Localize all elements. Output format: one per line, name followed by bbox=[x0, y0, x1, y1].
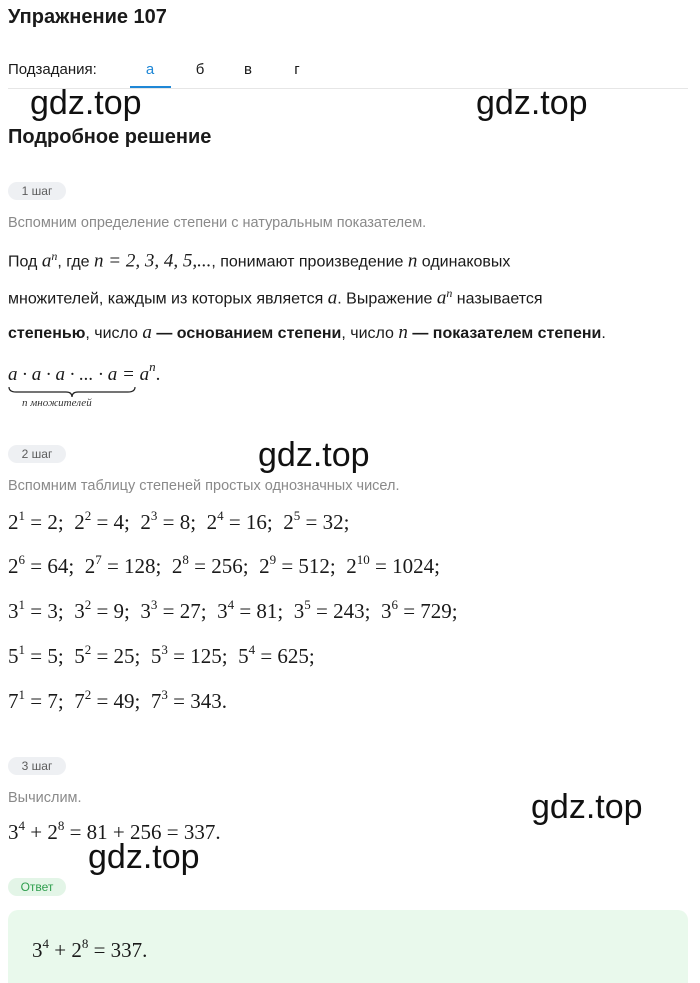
tab-v[interactable]: в bbox=[244, 61, 252, 78]
power-term: $2^8 = 256$ bbox=[171, 552, 243, 578]
power-term: $3^2 = 9$ bbox=[74, 597, 125, 623]
watermark: gdz.top bbox=[30, 84, 142, 122]
watermark: gdz.top bbox=[531, 788, 643, 826]
step-badge-1: 1 шаг bbox=[8, 182, 66, 200]
power-term: $7^1 = 7$ bbox=[8, 687, 58, 713]
tab-b[interactable]: б bbox=[195, 61, 205, 78]
power-term: $7^2 = 49$ bbox=[74, 687, 135, 713]
power-term: $2^5 = 32$ bbox=[283, 508, 344, 534]
step2-hint: Вспомним таблицу степеней простых однозначных чисел. bbox=[8, 478, 400, 494]
step1-hint: Вспомним определение степени с натуральным показателем. bbox=[8, 215, 427, 231]
power-term: $2^3 = 8$ bbox=[140, 508, 191, 534]
step3-expression: $3^4 + 2^8 = 81 + 256 = 337$. bbox=[8, 818, 221, 844]
powers-row-3: $3^1 = 3$; $3^2 = 9$; $3^3 = 27$; $3^4 = 81$; $3^5 = 243$; $3^6 = 729$; bbox=[8, 597, 458, 623]
step1-line2: множителей, каждым из которых является a. Выражение $a^n$ называется bbox=[8, 286, 543, 309]
power-term: $2^7 = 128$ bbox=[84, 552, 156, 578]
power-term: $2^{10} = 1024$ bbox=[346, 552, 435, 578]
powers-row-2: $2^6 = 64$; $2^7 = 128$; $2^8 = 256$; $2^9 = 512$; $2^{10} = 1024$; bbox=[8, 552, 440, 578]
step3-hint: Вычислим. bbox=[8, 790, 82, 806]
brace-label: n множителей bbox=[22, 397, 92, 409]
answer-expression: $3^4 + 2^8 = 337$. bbox=[32, 936, 148, 962]
power-term: $2^9 = 512$ bbox=[259, 552, 330, 578]
product-formula: a · a · a · ... · $a = a^n$. bbox=[8, 359, 161, 385]
power-term: $5^3 = 125$ bbox=[150, 642, 222, 668]
watermark: gdz.top bbox=[476, 84, 588, 122]
power-term: $3^5 = 243$ bbox=[293, 597, 365, 623]
powers-row-1: $2^1 = 2$; $2^2 = 4$; $2^3 = 8$; $2^4 = 16$; $2^5 = 32$; bbox=[8, 508, 350, 534]
power-term: $2^2 = 4$ bbox=[74, 508, 125, 534]
powers-row-4: $5^1 = 5$; $5^2 = 25$; $5^3 = 125$; $5^4 = 625$; bbox=[8, 642, 315, 668]
power-term: $5^2 = 25$ bbox=[74, 642, 135, 668]
power-term: $2^6 = 64$ bbox=[8, 552, 69, 578]
watermark: gdz.top bbox=[88, 838, 200, 876]
tab-a[interactable]: а bbox=[145, 61, 155, 78]
step-badge-3: 3 шаг bbox=[8, 757, 66, 775]
power-term: $2^4 = 16$ bbox=[206, 508, 267, 534]
power-term: $3^4 = 81$ bbox=[217, 597, 278, 623]
subtasks-label: Подзадания: bbox=[8, 61, 97, 78]
page-title: Упражнение 107 bbox=[8, 6, 167, 28]
power-term: $5^1 = 5$ bbox=[8, 642, 58, 668]
powers-row-5: $7^1 = 7$; $7^2 = 49$; $7^3 = 343$. bbox=[8, 687, 227, 713]
power-term: $3^6 = 729$ bbox=[380, 597, 452, 623]
step1-line1: Под $a^n$, где n = 2, 3, 4, 5,..., понимают произведение n одинаковых bbox=[8, 249, 511, 272]
solution-title: Подробное решение bbox=[8, 126, 212, 148]
power-term: $5^4 = 625$ bbox=[238, 642, 309, 668]
watermark: gdz.top bbox=[258, 436, 370, 474]
power-term: $3^3 = 27$ bbox=[140, 597, 201, 623]
answer-badge: Ответ bbox=[8, 878, 66, 896]
power-term: $3^1 = 3$ bbox=[8, 597, 58, 623]
power-term: $7^3 = 343$ bbox=[150, 687, 222, 713]
tab-g[interactable]: г bbox=[294, 61, 300, 78]
step1-line3: степенью, число a — основанием степени, число n — показателем степени. bbox=[8, 322, 606, 343]
power-term: $2^1 = 2$ bbox=[8, 508, 58, 534]
step-badge-2: 2 шаг bbox=[8, 445, 66, 463]
